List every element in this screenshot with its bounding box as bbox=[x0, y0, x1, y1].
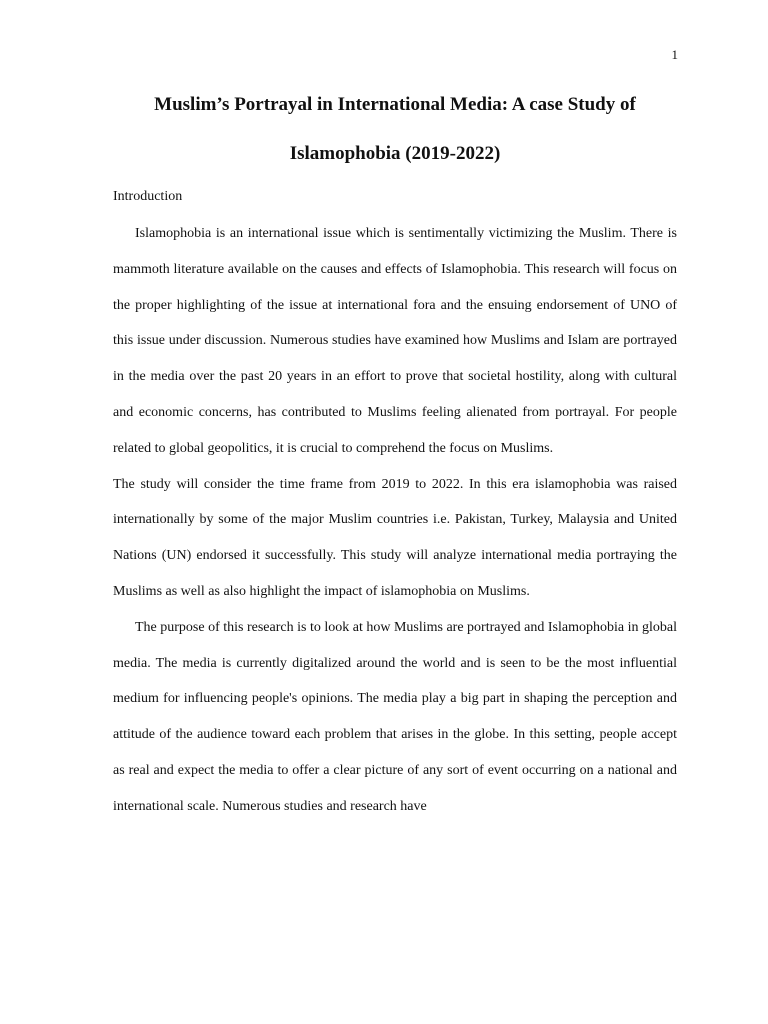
body-text bbox=[113, 216, 677, 825]
paragraph-1: Islamophobia is an international issue which is sentimentally victimizing the Muslim. There is mammoth literature available on the causes and effects of Islamophobia. This research will focus on the proper highlighting of the issue at international fora and the ensuing endorsement of UNO of this issue under discussion. Numerous studies have examined how Muslims and Islam are portrayed in the media over the past 20 years in an effort to prove that societal hostility, along with cultural and economic concerns, has contributed to Muslims feeling alienated from portrayal. For people related to global geopolitics, it is crucial to comprehend the focus on Muslims. bbox=[113, 226, 677, 456]
page-number: 1 bbox=[671, 47, 678, 62]
section-heading-introduction: Introduction bbox=[113, 189, 183, 204]
document-title-line-2: Islamophobia (2019-2022) bbox=[289, 143, 501, 164]
paragraph-3: The purpose of this research is to look at how Muslims are portrayed and Islamophobia in global media. The media is currently digitalized around the world and is seen to be the most influential medium for influencing people's opinions. The media play a big part in shaping the perception and attitude of the audience toward each problem that arises in the globe. In this setting, people accept as real and expect the media to offer a clear picture of any sort of event occurring on a national and international scale. Numerous studies and research have bbox=[113, 619, 677, 814]
paragraph-2: The study will consider the time frame from 2019 to 2022. In this era islamophobia was raised internationally by some of the major Muslim countries i.e. Pakistan, Turkey, Malaysia and United Nations (UN) endorsed it successfully. This study will analyze international media portraying the Muslims as well as also highlight the impact of islamophobia on Muslims. bbox=[113, 476, 677, 599]
document-title-line-1: Muslim’s Portrayal in International Media: A case Study of bbox=[154, 94, 636, 115]
